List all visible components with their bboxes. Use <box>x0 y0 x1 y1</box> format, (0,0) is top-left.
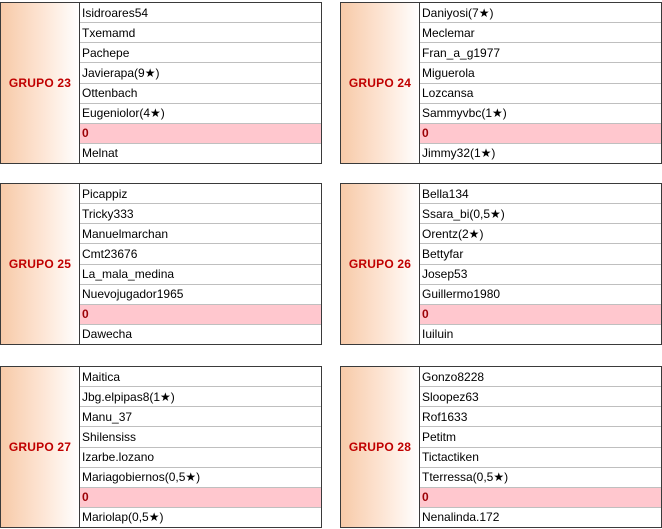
player-row: Nenalinda.172 <box>422 510 500 525</box>
group-label: GRUPO 27 <box>8 440 72 454</box>
group-26-table <box>340 183 662 345</box>
group-27-table <box>0 366 322 528</box>
empty-slot-row: 0 <box>80 124 321 144</box>
group-label-cell <box>1 367 80 527</box>
group-25-table <box>0 183 322 345</box>
player-row: Jimmy32(1★) <box>422 146 496 161</box>
player-row: Ssara_bi(0,5★) <box>420 204 661 224</box>
player-list <box>80 3 321 163</box>
player-row: Maitica <box>80 367 321 387</box>
player-row: Miguerola <box>420 63 661 83</box>
player-row: Petitm <box>420 427 661 447</box>
player-row: La_mala_medina <box>80 265 321 285</box>
group-label: GRUPO 24 <box>348 76 412 90</box>
empty-slot-row: 0 <box>80 488 321 508</box>
player-row: Cmt23676 <box>80 244 321 264</box>
player-row: Isidroares54 <box>80 3 321 23</box>
group-label: GRUPO 25 <box>8 257 72 271</box>
empty-slot-row: 0 <box>420 305 661 325</box>
player-row: Daniyosi(7★) <box>420 3 661 23</box>
player-row: Txemamd <box>80 23 321 43</box>
player-row: Picappiz <box>80 184 321 204</box>
player-row: Sloopez63 <box>420 387 661 407</box>
player-row: Eugeniolor(4★) <box>80 104 321 124</box>
group-label-cell <box>341 367 420 527</box>
player-row: Guillermo1980 <box>420 285 661 305</box>
player-row: Tictactiken <box>420 448 661 468</box>
player-list <box>420 367 661 527</box>
player-row: Orentz(2★) <box>420 224 661 244</box>
group-label: GRUPO 23 <box>8 76 72 90</box>
player-row: Manu_37 <box>80 407 321 427</box>
player-row: Bettyfar <box>420 244 661 264</box>
player-row: Tterressa(0,5★) <box>420 468 661 488</box>
player-row: Izarbe.lozano <box>80 448 321 468</box>
empty-slot-row: 0 <box>420 124 661 144</box>
player-row: Pachepe <box>80 43 321 63</box>
player-row: Mariolap(0,5★) <box>82 510 164 525</box>
empty-slot-row: 0 <box>420 488 661 508</box>
player-row: Ottenbach <box>80 84 321 104</box>
empty-slot-row: 0 <box>80 305 321 325</box>
player-list <box>420 184 661 344</box>
group-label-cell <box>1 184 80 344</box>
group-label-cell <box>341 3 420 163</box>
player-row: Lozcansa <box>420 84 661 104</box>
player-row: Dawecha <box>82 327 133 342</box>
player-row: Javierapa(9★) <box>80 63 321 83</box>
player-list <box>80 367 321 527</box>
player-list <box>420 3 661 163</box>
player-row: Fran_a_g1977 <box>420 43 661 63</box>
group-24-table <box>340 2 662 164</box>
group-label: GRUPO 28 <box>348 440 412 454</box>
player-row: Tricky333 <box>80 204 321 224</box>
player-row: Iuiluin <box>422 327 454 342</box>
player-row: Gonzo8228 <box>420 367 661 387</box>
player-row: Shilensiss <box>80 427 321 447</box>
player-row: Melnat <box>82 146 119 161</box>
player-list <box>80 184 321 344</box>
group-label: GRUPO 26 <box>348 257 412 271</box>
player-row: Bella134 <box>420 184 661 204</box>
player-row: Jbg.elpipas8(1★) <box>80 387 321 407</box>
player-row: Manuelmarchan <box>80 224 321 244</box>
group-28-table <box>340 366 662 528</box>
player-row: Nuevojugador1965 <box>80 285 321 305</box>
player-row: Mariagobiernos(0,5★) <box>80 468 321 488</box>
player-row: Sammyvbc(1★) <box>420 104 661 124</box>
group-label-cell <box>341 184 420 344</box>
group-label-cell <box>1 3 80 163</box>
player-row: Meclemar <box>420 23 661 43</box>
group-23-table <box>0 2 322 164</box>
player-row: Josep53 <box>420 265 661 285</box>
player-row: Rof1633 <box>420 407 661 427</box>
